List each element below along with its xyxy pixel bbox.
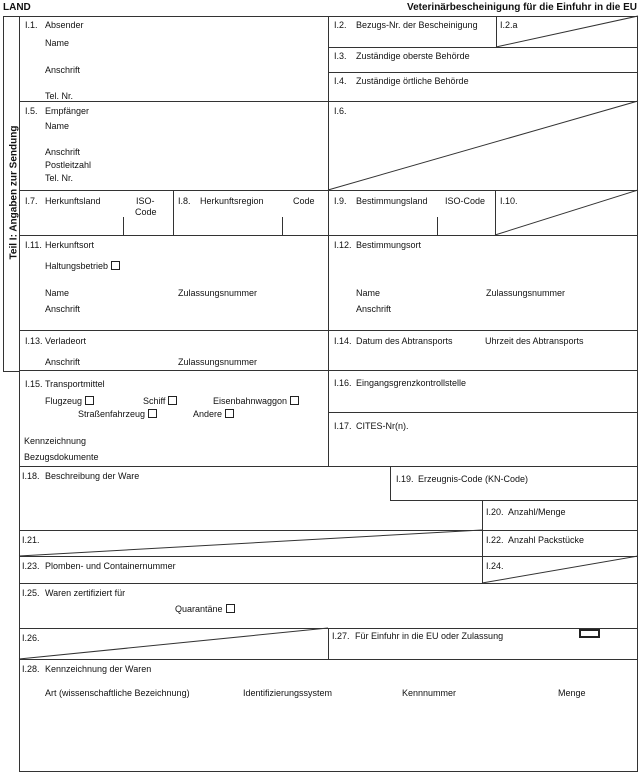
- divider: [328, 72, 638, 73]
- transport-option-road[interactable]: [78, 409, 157, 420]
- address-label: Anschrift: [45, 65, 81, 75]
- divider: [390, 500, 638, 501]
- road-label: Straßenfahrzeug: [78, 409, 146, 419]
- name-label: Name: [356, 288, 381, 298]
- transport-option-rail[interactable]: [213, 396, 299, 407]
- divider: [328, 628, 329, 659]
- divider: [282, 217, 283, 235]
- rail-checkbox[interactable]: [290, 396, 299, 405]
- field-label: Eingangsgrenzkontrollstelle: [356, 378, 467, 388]
- postcode-label: Postleitzahl: [45, 160, 92, 170]
- transport-option-other[interactable]: [193, 409, 234, 420]
- column-header-quantity: Menge: [558, 688, 586, 698]
- field-label: CITES-Nr(n).: [356, 421, 409, 431]
- column-header-identification-number: Kennnummer: [402, 688, 457, 698]
- field-number: I.12.: [334, 240, 352, 250]
- strike-diagonal: [495, 190, 638, 235]
- field-number: I.8.: [178, 196, 191, 206]
- quarantine-option[interactable]: [175, 604, 235, 615]
- field-label: Verladeort: [45, 336, 87, 346]
- field-label: Bestimmungsland: [356, 196, 428, 206]
- strike-diagonal: [496, 16, 638, 47]
- divider: [123, 217, 124, 235]
- approval-number-label: Zulassungsnummer: [178, 357, 258, 367]
- field-number: I.5.: [25, 106, 38, 116]
- field-label: Herkunftsort: [45, 240, 95, 250]
- divider: [173, 190, 174, 235]
- field-label: Herkunftsregion: [200, 196, 264, 206]
- field-label: Beschreibung der Ware: [45, 471, 140, 481]
- other-label: Andere: [193, 409, 223, 419]
- field-number: I.20.: [486, 507, 504, 517]
- field-number: I.3.: [334, 51, 347, 61]
- address-label: Anschrift: [45, 147, 81, 157]
- divider: [390, 466, 391, 500]
- strike-diagonal: [19, 530, 482, 556]
- field-number: I.21.: [22, 535, 40, 545]
- field-number: I.16.: [334, 378, 352, 388]
- field-number: I.18.: [22, 471, 40, 481]
- field-label: Anzahl Packstücke: [508, 535, 585, 545]
- other-checkbox[interactable]: [225, 409, 234, 418]
- divider: [19, 235, 638, 236]
- field-number: I.24.: [486, 561, 504, 571]
- iso-code-label: ISO-: [136, 196, 155, 206]
- holding-label: Haltungsbetrieb: [45, 261, 109, 271]
- field-number: I.19.: [396, 474, 414, 484]
- field-number: I.15.: [25, 379, 43, 389]
- phone-label: Tel. Nr.: [45, 91, 74, 101]
- field-label: Waren zertifiziert für: [45, 588, 126, 598]
- field-number: I.28.: [22, 664, 40, 674]
- ship-checkbox[interactable]: [168, 396, 177, 405]
- holding-checkbox[interactable]: [111, 261, 120, 270]
- field-label: Für Einfuhr in die EU oder Zulassung: [355, 631, 504, 641]
- field-number: I.6.: [334, 106, 347, 116]
- approval-number-label: Zulassungsnummer: [486, 288, 566, 298]
- quarantine-checkbox[interactable]: [226, 604, 235, 613]
- road-checkbox[interactable]: [148, 409, 157, 418]
- field-number: I.22.: [486, 535, 504, 545]
- field-label: Anzahl/Menge: [508, 507, 566, 517]
- field-number: I.4.: [334, 76, 347, 86]
- transport-option-plane[interactable]: [45, 396, 94, 407]
- address-label: Anschrift: [45, 357, 81, 367]
- transport-option-ship[interactable]: [143, 396, 177, 407]
- address-label: Anschrift: [45, 304, 81, 314]
- name-label: Name: [45, 38, 70, 48]
- field-label: Bezugs-Nr. der Bescheinigung: [356, 20, 478, 30]
- holding-option[interactable]: [45, 261, 120, 272]
- quarantine-label: Quarantäne: [175, 604, 223, 614]
- field-label: Erzeugnis-Code (KN-Code): [418, 474, 529, 484]
- column-header-identification-system: Identifizierungssystem: [243, 688, 333, 698]
- field-label: Bestimmungsort: [356, 240, 422, 250]
- field-number: I.26.: [22, 633, 40, 643]
- import-checkbox[interactable]: [579, 629, 600, 638]
- field-number: I.25.: [22, 588, 40, 598]
- country-heading: LAND: [3, 2, 31, 13]
- plane-checkbox[interactable]: [85, 396, 94, 405]
- name-label: Name: [45, 288, 70, 298]
- part-one-label: Teil I: Angaben zur Sendung: [8, 125, 20, 260]
- address-label: Anschrift: [356, 304, 392, 314]
- column-header-species: Art (wissenschaftliche Bezeichnung): [45, 688, 190, 698]
- field-number: I.13.: [25, 336, 43, 346]
- field-label: Kennzeichnung der Waren: [45, 664, 152, 674]
- field-number: I.11.: [25, 240, 42, 250]
- certificate-title: Veterinärbescheinigung für die Einfuhr in die EU: [406, 2, 637, 13]
- divider: [19, 370, 638, 371]
- field-label: Plomben- und Containernummer: [45, 561, 176, 571]
- part-one-sidebar: [3, 16, 20, 372]
- divider: [328, 412, 638, 413]
- identification-label: Kennzeichnung: [24, 436, 87, 446]
- divider: [19, 583, 638, 584]
- ship-label: Schiff: [143, 396, 166, 406]
- iso-code-label-line2: Code: [135, 207, 157, 217]
- phone-label: Tel. Nr.: [45, 173, 74, 183]
- rail-label: Eisenbahnwaggon: [213, 396, 288, 406]
- field-label: Absender: [45, 20, 84, 30]
- divider: [19, 659, 638, 660]
- divider: [19, 466, 638, 467]
- field-label: Transportmittel: [45, 379, 105, 389]
- plane-label: Flugzeug: [45, 396, 83, 406]
- approval-number-label: Zulassungsnummer: [178, 288, 258, 298]
- field-number: I.14.: [334, 336, 352, 346]
- field-label: Empfänger: [45, 106, 90, 116]
- field-number: I.27.: [332, 631, 350, 641]
- field-number: I.9.: [334, 196, 347, 206]
- documents-label: Bezugsdokumente: [24, 452, 99, 462]
- field-label: Datum des Abtransports: [356, 336, 453, 346]
- departure-time-label: Uhrzeit des Abtransports: [485, 336, 584, 346]
- divider: [437, 217, 438, 235]
- field-number: I.10.: [500, 196, 518, 206]
- strike-diagonal: [328, 101, 638, 190]
- name-label: Name: [45, 121, 70, 131]
- divider: [19, 330, 638, 331]
- code-label: Code: [293, 196, 315, 206]
- field-label: Herkunftsland: [45, 196, 101, 206]
- iso-code-label: ISO-Code: [445, 196, 486, 206]
- field-number: I.17.: [334, 421, 352, 431]
- strike-diagonal: [19, 628, 328, 659]
- field-number: I.1.: [25, 20, 38, 30]
- center-divider: [328, 16, 329, 466]
- field-label: Zuständige oberste Behörde: [356, 51, 470, 61]
- divider: [328, 47, 638, 48]
- field-number: I.7.: [25, 196, 38, 206]
- field-number: I.2.: [334, 20, 347, 30]
- field-number: I.23.: [22, 561, 40, 571]
- field-number: I.2.a: [500, 20, 518, 30]
- field-label: Zuständige örtliche Behörde: [356, 76, 469, 86]
- strike-diagonal: [482, 556, 638, 583]
